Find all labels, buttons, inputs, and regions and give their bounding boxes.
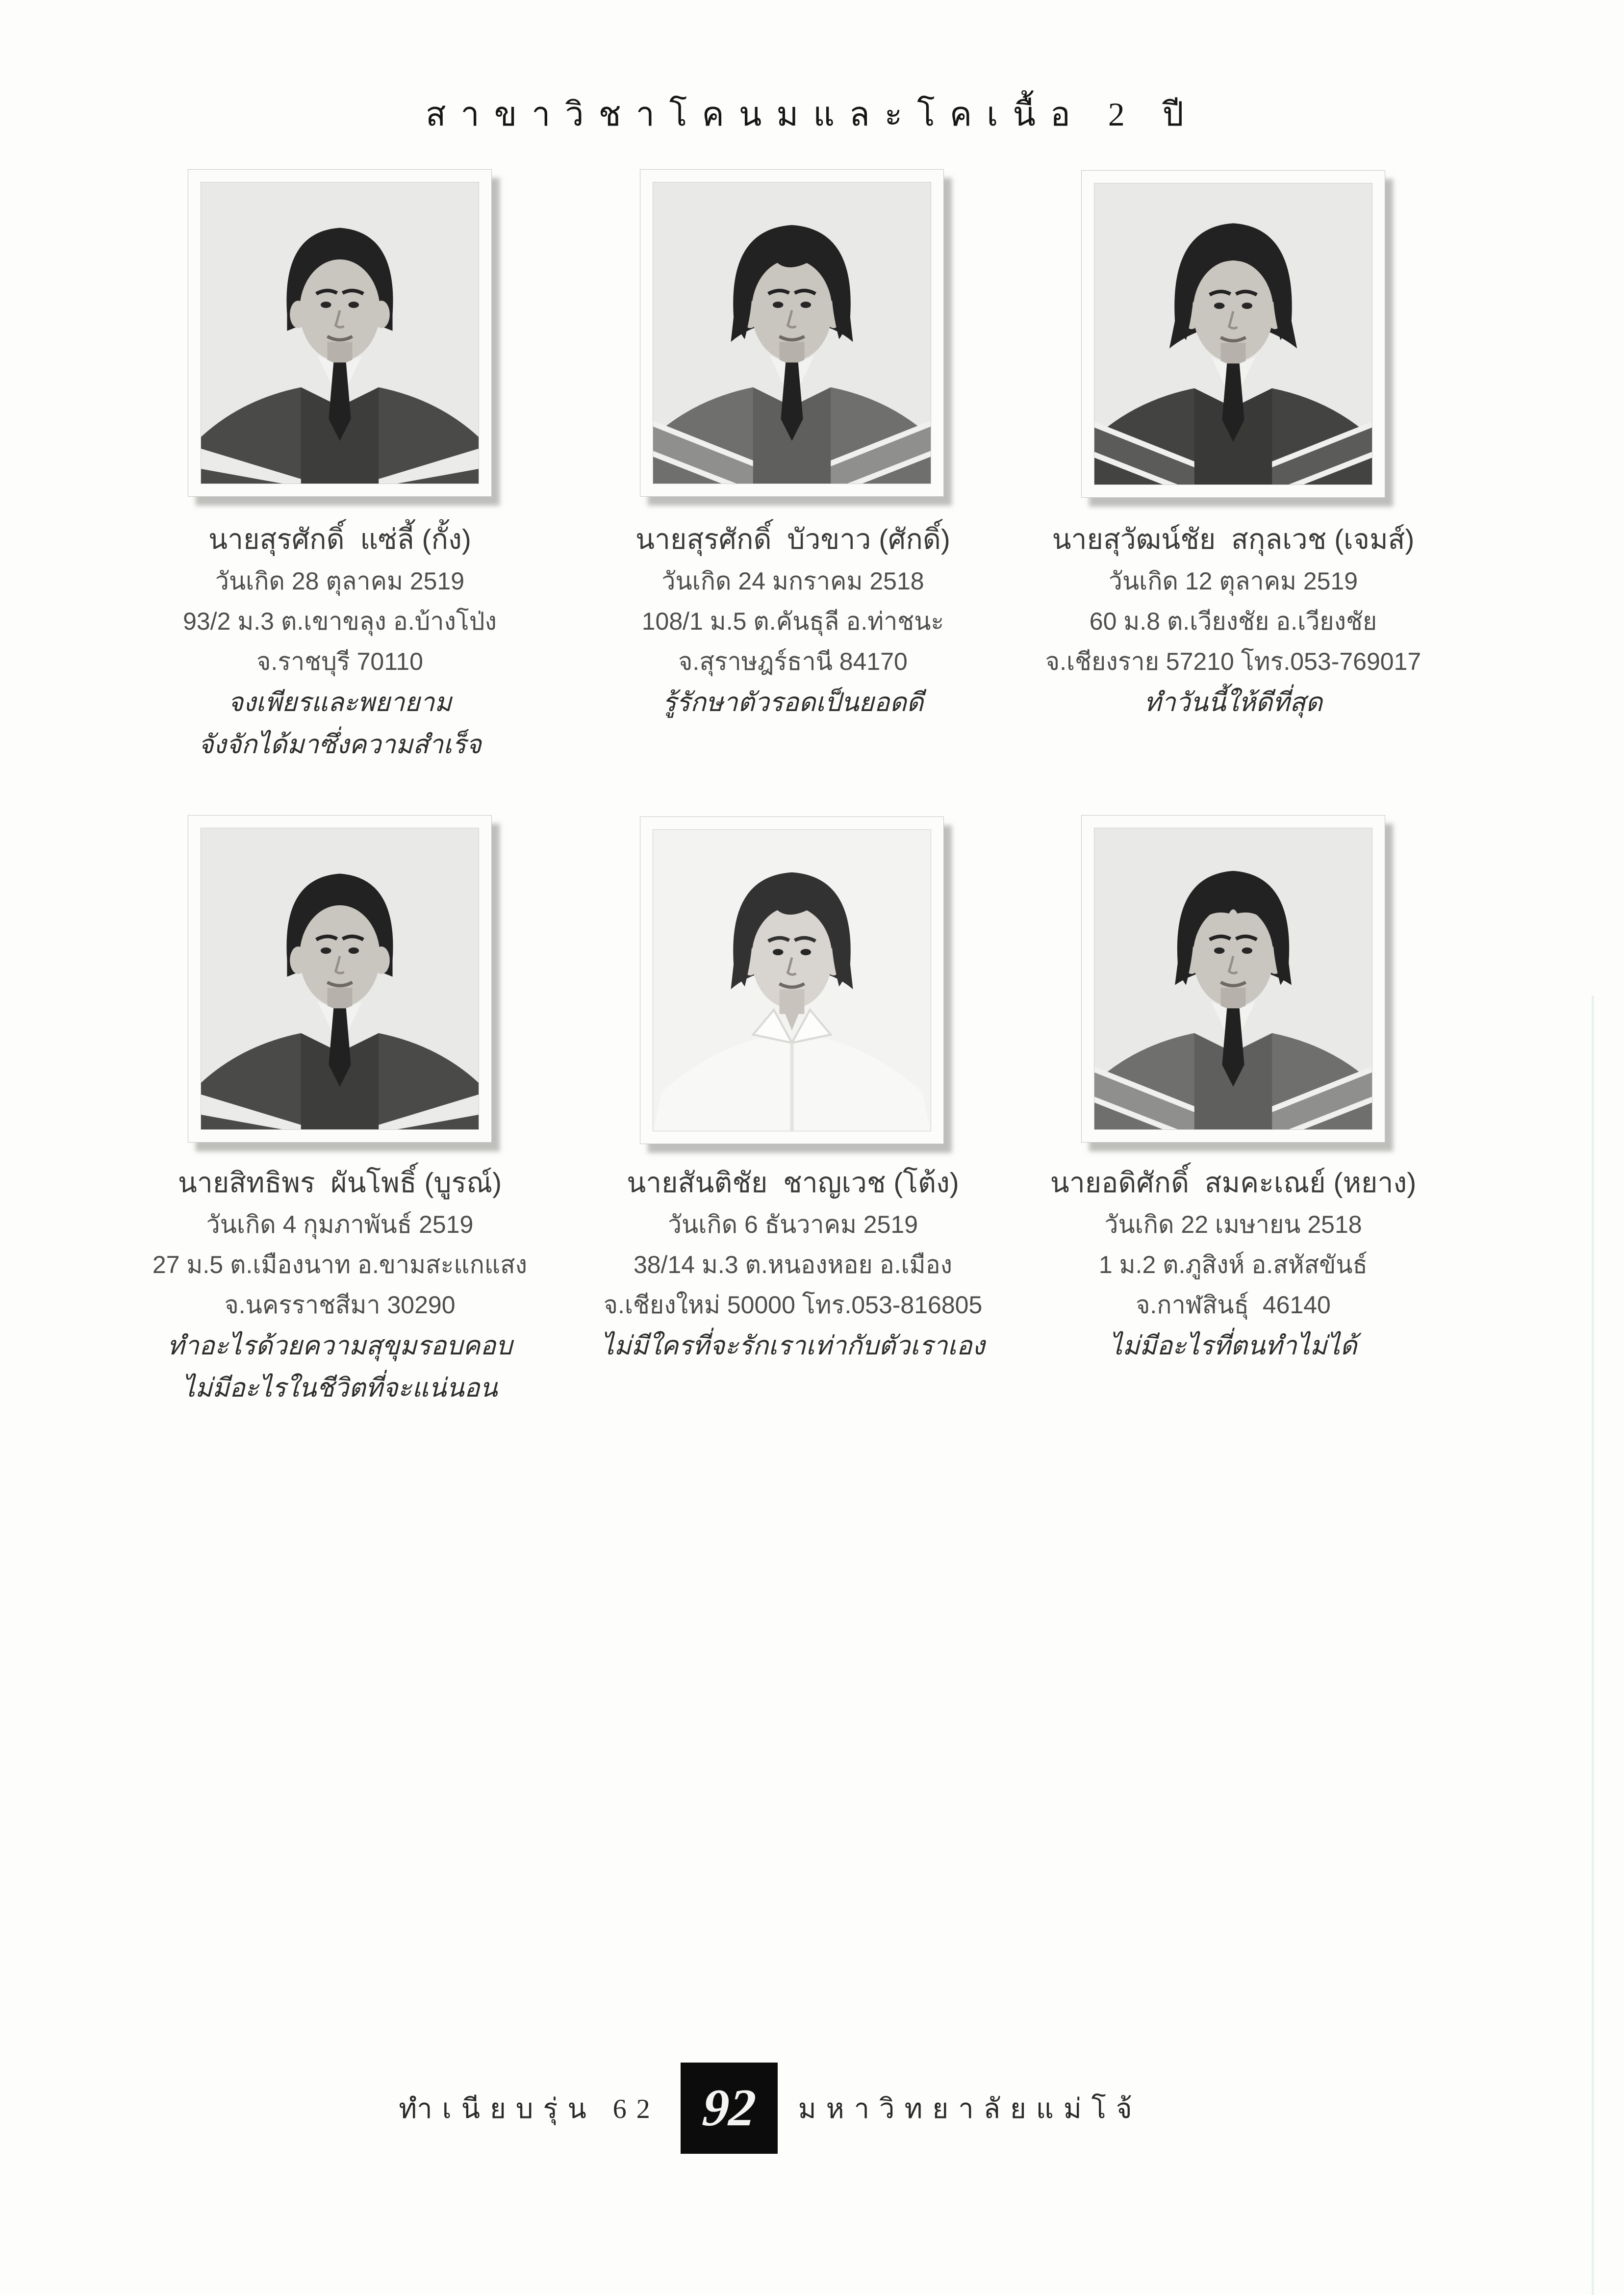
student-address: 108/1 ม.5 ต.คันธุลี อ.ท่าชนะ xyxy=(641,608,944,635)
student-motto: จังจักได้มาซึ่งความสำเร็จ xyxy=(198,730,482,759)
page-number: 92 xyxy=(700,2079,758,2137)
student-address: 93/2 ม.3 ต.เขาขลุง อ.บ้างโป่ง xyxy=(183,608,497,635)
page-footer xyxy=(0,2063,1582,2154)
student-motto: จงเพียรและพยายาม xyxy=(228,688,452,717)
student-birthdate: วันเกิด 4 กุมภาพันธ์ 2519 xyxy=(206,1211,474,1238)
student-address: 27 ม.5 ต.เมืองนาท อ.ขามสะแกแสง xyxy=(152,1251,528,1278)
page-number-box xyxy=(681,2063,778,2154)
student-motto: ไม่มีใครที่จะรักเราเท่ากับตัวเราเอง xyxy=(601,1331,985,1360)
student-province: จ.เชียงราย 57210 โทร.053-769017 xyxy=(1045,648,1421,675)
student-birthdate: วันเกิด 6 ธันวาคม 2519 xyxy=(667,1211,918,1238)
student-name: นายสุรศักดิ์ บัวขาว (ศักดิ์) xyxy=(635,524,950,555)
photo-frame xyxy=(188,169,492,497)
student-motto: ทำวันนี้ให้ดีที่สุด xyxy=(1144,688,1322,717)
photo-frame xyxy=(1081,170,1385,498)
portrait-photo xyxy=(201,182,479,484)
student-motto: รู้รักษาตัวรอดเป็นยอดดี xyxy=(662,688,924,717)
photo-frame xyxy=(1081,815,1385,1143)
student-birthdate: วันเกิด 28 ตุลาคม 2519 xyxy=(215,567,465,595)
student-province: จ.นครราชสีมา 30290 xyxy=(224,1291,456,1319)
student-name: นายสุวัฒน์ชัย สกุลเวช (เจมส์) xyxy=(1052,524,1415,555)
portrait-photo xyxy=(653,830,931,1131)
photo-frame xyxy=(188,815,492,1143)
photo-frame xyxy=(640,816,944,1144)
student-caption xyxy=(954,516,1513,766)
portrait-photo xyxy=(1094,183,1372,484)
student-name: นายสิทธิพร ผันโพธิ์ (บูรณ์) xyxy=(178,1167,502,1198)
student-address: 1 ม.2 ต.ภูสิงห์ อ.สหัสขันธ์ xyxy=(1098,1251,1368,1278)
scan-edge-line xyxy=(1592,995,1594,2295)
student-birthdate: วันเกิด 12 ตุลาคม 2519 xyxy=(1108,567,1358,595)
student-province: จ.ราชบุรี 70110 xyxy=(256,648,423,675)
portrait-photo xyxy=(1094,828,1372,1129)
footer-left-text: ทำเนียบรุ่น 62 xyxy=(399,2093,660,2124)
student-birthdate: วันเกิด 22 เมษายน 2518 xyxy=(1104,1211,1362,1238)
student-motto xyxy=(954,724,1513,766)
student-province: จ.สุราษฎร์ธานี 84170 xyxy=(678,648,908,675)
student-birthdate: วันเกิด 24 มกราคม 2518 xyxy=(661,567,924,595)
portrait-photo xyxy=(653,182,931,484)
student-motto: ไม่มีอะไรในชีวิตที่จะแน่นอน xyxy=(182,1374,498,1402)
student-name: นายสุรศักดิ์ แซ่ลี้ (กั้ง) xyxy=(208,524,471,555)
student-province: จ.เชียงใหม่ 50000 โทร.053-816805 xyxy=(603,1291,983,1319)
footer-right-text: มหาวิทยาลัยแม่โจ้ xyxy=(798,2093,1142,2124)
student-address: 60 ม.8 ต.เวียงชัย อ.เวียงชัย xyxy=(1089,608,1377,635)
photo-frame xyxy=(640,169,944,497)
student-motto xyxy=(954,1367,1513,1409)
student-address: 38/14 ม.3 ต.หนองหอย อ.เมือง xyxy=(633,1251,953,1278)
student-province: จ.กาฬสินธุ์ 46140 xyxy=(1136,1291,1331,1319)
student-motto: ไม่มีอะไรที่ตนทำไม่ได้ xyxy=(1109,1331,1357,1360)
student-name: นายสันติชัย ชาญเวช (โต้ง) xyxy=(627,1167,959,1198)
student-name: นายอดิศักดิ์ สมคะเณย์ (หยาง) xyxy=(1050,1167,1417,1198)
student-motto: ทำอะไรด้วยความสุขุมรอบคอบ xyxy=(167,1331,512,1360)
portrait-photo xyxy=(201,828,479,1129)
page-title: สาขาวิชาโคนมและโคเนื้อ 2 ปี xyxy=(426,96,1198,133)
student-caption xyxy=(954,1159,1513,1409)
